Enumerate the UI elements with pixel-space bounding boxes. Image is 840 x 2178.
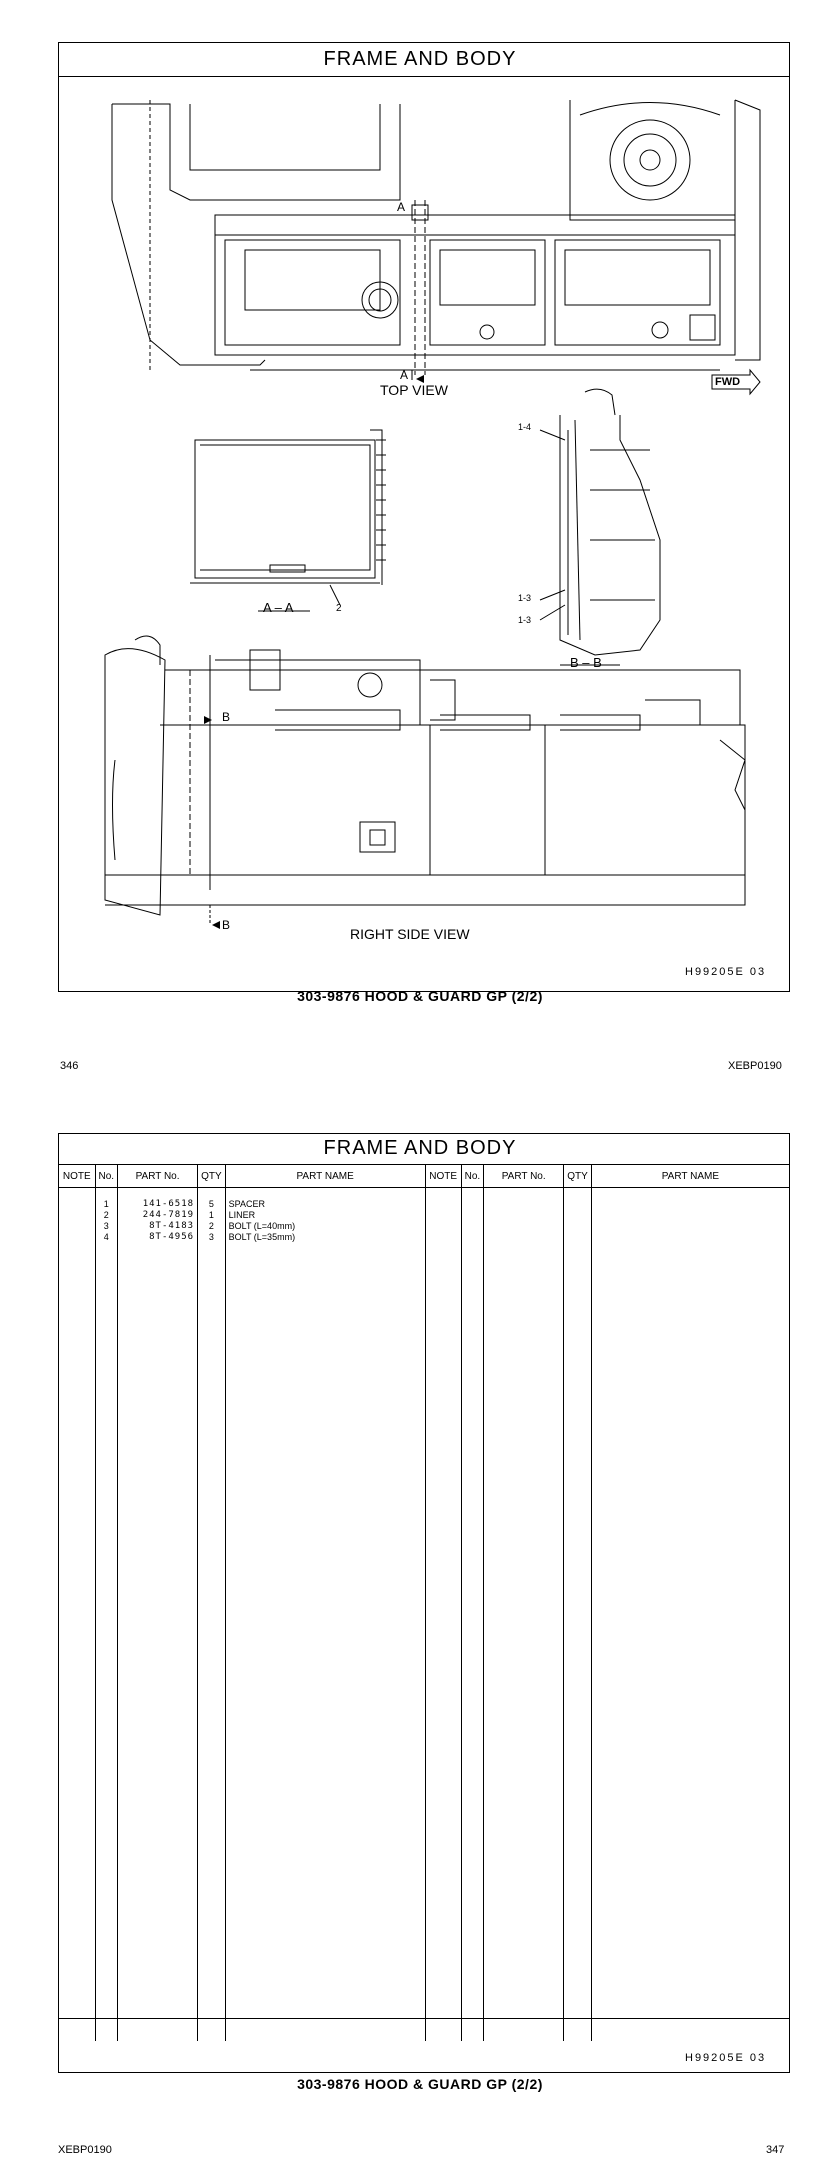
- page2-doc-code: XEBP0190: [58, 2144, 112, 2156]
- callout-2: 2: [336, 603, 342, 614]
- right-side-view-drawing: [105, 636, 745, 925]
- row-part-name: BOLT (L=35mm): [225, 1232, 425, 1243]
- col-part-name-right: PART NAME: [591, 1165, 789, 1188]
- page2-title: FRAME AND BODY: [323, 1137, 517, 1159]
- row-qty: 1: [198, 1210, 226, 1221]
- page1-page-number: 346: [60, 1060, 79, 1072]
- row-part-name: SPACER: [225, 1199, 425, 1210]
- marker-b-top-label: B: [222, 710, 231, 724]
- callout-1-3a: 1-3: [518, 593, 532, 603]
- col-note-left: NOTE: [59, 1165, 95, 1188]
- parts-table-header: [59, 1165, 789, 1188]
- row-part-name: LINER: [225, 1210, 425, 1221]
- marker-a-top-label: A: [397, 200, 406, 214]
- row-part-no: 244-7819: [118, 1210, 198, 1221]
- table-row: [59, 1221, 789, 1232]
- col-part-no-right: PART No.: [484, 1165, 564, 1188]
- top-view-label: TOP VIEW: [380, 382, 448, 398]
- col-qty-left: QTY: [198, 1165, 226, 1188]
- table-row: [59, 1210, 789, 1221]
- marker-b-bottom-label: B: [222, 918, 231, 932]
- col-qty-right: QTY: [564, 1165, 592, 1188]
- row-part-no: 141-6518: [118, 1199, 198, 1210]
- callout-1-3b: 1-3: [518, 615, 532, 625]
- page2-footer-divider: [58, 2018, 790, 2019]
- callout-1-4: 1-4: [518, 422, 532, 432]
- row-part-no: 8T-4956: [118, 1232, 198, 1243]
- page2-caption: 303-9876 HOOD & GUARD GP (2/2): [297, 2076, 543, 2092]
- page1-illustration-code: H99205E 03: [685, 966, 767, 978]
- page2-page-number: 347: [766, 2144, 785, 2156]
- top-view-drawing: [112, 100, 760, 394]
- row-part-name: BOLT (L=40mm): [225, 1221, 425, 1232]
- row-qty: 5: [198, 1199, 226, 1210]
- row-no: 3: [95, 1221, 118, 1232]
- row-no: 1: [95, 1199, 118, 1210]
- col-no-right: No.: [461, 1165, 484, 1188]
- section-bb-drawing: [540, 389, 660, 665]
- col-no-left: No.: [95, 1165, 118, 1188]
- marker-a-label: A: [400, 368, 409, 382]
- row-qty: 2: [198, 1221, 226, 1232]
- col-part-no-left: PART No.: [118, 1165, 198, 1188]
- col-note-right: NOTE: [425, 1165, 461, 1188]
- table-row: [59, 1199, 789, 1210]
- col-part-name-left: PART NAME: [225, 1165, 425, 1188]
- fwd-arrow-label: FWD: [715, 376, 741, 388]
- table-row: [59, 1232, 789, 1243]
- row-no: 4: [95, 1232, 118, 1243]
- page1-caption: 303-9876 HOOD & GUARD GP (2/2): [297, 988, 543, 1004]
- parts-table: [59, 1165, 789, 2041]
- section-aa-drawing: [190, 430, 386, 611]
- row-no: 2: [95, 1210, 118, 1221]
- row-qty: 3: [198, 1232, 226, 1243]
- section-bb-label: B – B: [570, 655, 602, 670]
- page1-title: FRAME AND BODY: [323, 48, 517, 70]
- right-side-view-label: RIGHT SIDE VIEW: [350, 926, 470, 942]
- page1-doc-code: XEBP0190: [728, 1060, 782, 1072]
- section-aa-label: A – A: [263, 600, 294, 615]
- row-part-no: 8T-4183: [118, 1221, 198, 1232]
- page1-illustration: [0, 0, 840, 1000]
- page2-illustration-code: H99205E 03: [685, 2052, 767, 2064]
